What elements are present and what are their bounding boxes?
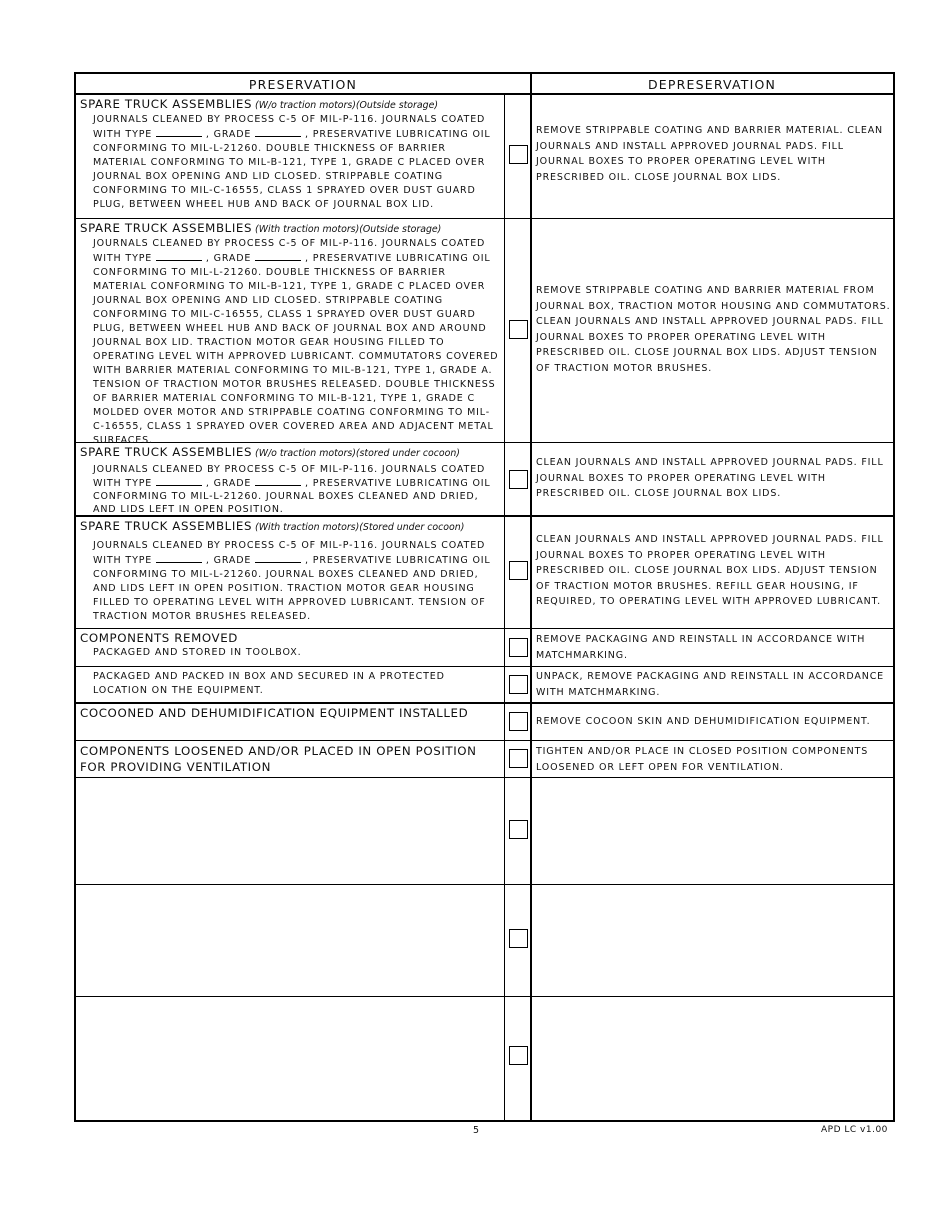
row-checkbox[interactable] [509, 749, 528, 768]
form-version: APD LC v1.00 [821, 1125, 888, 1135]
grade-blank[interactable] [255, 251, 301, 261]
row-body: PACKAGED AND STORED IN TOOLBOX. [93, 647, 302, 658]
row-checkbox[interactable] [509, 929, 528, 948]
table-row [76, 704, 893, 741]
row-checkbox[interactable] [509, 145, 528, 164]
preservation-cell [80, 221, 500, 448]
depreservation-cell: REMOVE COCOON SKIN AND DEHUMIDIFICATION EQUIPMENT. [536, 716, 871, 727]
table-row [76, 667, 893, 704]
row-checkbox[interactable] [509, 820, 528, 839]
table-row [76, 885, 893, 997]
row-title: SPARE TRUCK ASSEMBLIES (W/o traction motors)(Outside storage) [80, 97, 439, 111]
table-row [76, 443, 893, 517]
depreservation-cell: TIGHTEN AND/OR PLACE IN CLOSED POSITION COMPONENTS LOOSENED OR LEFT OPEN FOR VENTILATION. [536, 746, 869, 773]
row-checkbox[interactable] [509, 470, 528, 489]
row-checkbox[interactable] [509, 561, 528, 580]
row-body: JOURNALS CLEANED BY PROCESS C-5 OF MIL-P-116. JOURNALS COATED WITH TYPE , GRADE , PRESERVATIVE LUBRICATING OIL CONFORMING TO MIL-L-21260. DOUBLE THICKNESS OF BARRIER MATERIAL CONFORMING TO MIL-B-121, TYPE 1, GRADE C PLACED OVER JOURNAL BOX OPENING AND LID CLOSED. STRIPPABLE COATING CONFORMING TO MIL-C-16555, CLASS 1 SPRAYED OVER DUST GUARD PLUG, BETWEEN WHEEL HUB AND BACK OF JOURNAL BOX LID. [93, 114, 491, 210]
type-blank[interactable] [156, 553, 202, 563]
row-checkbox[interactable] [509, 712, 528, 731]
grade-blank[interactable] [255, 553, 301, 563]
table-row [76, 95, 893, 219]
row-body: PACKAGED AND PACKED IN BOX AND SECURED IN A PROTECTED LOCATION ON THE EQUIPMENT. [93, 671, 445, 696]
type-blank[interactable] [156, 127, 202, 137]
depreservation-cell: CLEAN JOURNALS AND INSTALL APPROVED JOURNAL PADS. FILL JOURNAL BOXES TO PROPER OPERATING LEVEL WITH PRESCRIBED OIL. CLOSE JOURNAL BOX LIDS. [536, 457, 884, 500]
preservation-cell [80, 97, 500, 212]
row-title: SPARE TRUCK ASSEMBLIES (With traction motors)(Stored under cocoon) [80, 519, 465, 533]
table-row [76, 629, 893, 667]
depreservation-cell: REMOVE PACKAGING AND REINSTALL IN ACCORDANCE WITH MATCHMARKING. [536, 634, 866, 661]
row-body: JOURNALS CLEANED BY PROCESS C-5 OF MIL-P-116. JOURNALS COATED WITH TYPE , GRADE , PRESERVATIVE LUBRICATING OIL CONFORMING TO MIL-L-21260. JOURNAL BOXES CLEANED AND DRIED, AND LIDS LEFT IN OPEN POSITION. TRACTION MOTOR GEAR HOUSING FILLED TO OPERATING LEVEL WITH APPROVED LUBRICANT. TENSION OF TRACTION MOTOR BRUSHES RELEASED. [93, 540, 491, 622]
preservation-cell [80, 445, 500, 516]
row-title: SPARE TRUCK ASSEMBLIES (With traction motors)(Outside storage) [80, 221, 442, 235]
row-checkbox[interactable] [509, 638, 528, 657]
depreservation-cell: UNPACK, REMOVE PACKAGING AND REINSTALL IN ACCORDANCE WITH MATCHMARKING. [536, 671, 885, 698]
row-title: COMPONENTS REMOVED [80, 631, 238, 645]
table-row [76, 741, 893, 778]
preservation-cell [80, 670, 500, 698]
page-number: 5 [473, 1125, 480, 1136]
preservation-cell [80, 743, 500, 775]
depreservation-cell: CLEAN JOURNALS AND INSTALL APPROVED JOURNAL PADS. FILL JOURNAL BOXES TO PROPER OPERATING LEVEL WITH PRESCRIBED OIL. CLOSE JOURNAL BOX LIDS. ADJUST TENSION OF TRACTION MOTOR BRUSHES. REFILL GEAR HOUSING, IF REQUIRED, TO OPERATING LEVEL WITH APPROVED LUBRICANT. [536, 534, 884, 608]
preservation-cell [80, 706, 500, 721]
depreservation-header: DEPRESERVATION [647, 77, 777, 92]
preservation-cell [80, 519, 500, 624]
row-title: COCOONED AND DEHUMIDIFICATION EQUIPMENT INSTALLED [80, 706, 469, 720]
preservation-header: PRESERVATION [248, 77, 358, 92]
table-row [76, 517, 893, 629]
row-body: JOURNALS CLEANED BY PROCESS C-5 OF MIL-P-116. JOURNALS COATED WITH TYPE , GRADE , PRESERVATIVE LUBRICATING OIL CONFORMING TO MIL-L-21260. DOUBLE THICKNESS OF BARRIER MATERIAL CONFORMING TO MIL-B-121, TYPE 1, GRADE C PLACED OVER JOURNAL BOX OPENING AND LID CLOSED. STRIPPABLE COATING CONFORMING TO MIL-C-16555, CLASS 1 SPRAYED OVER DUST GUARD PLUG, BETWEEN WHEEL HUB AND BACK OF JOURNAL BOX AND AROUND JOURNAL BOX LID. TRACTION MOTOR GEAR HOUSING FILLED TO OPERATING LEVEL WITH APPROVED LUBRICANT. COMMUTATORS COVERED WITH BARRIER MATERIAL CONFORMING TO MIL-B-121, TYPE 1, GRADE A. TENSION OF TRACTION MOTOR BRUSHES RELEASED. DOUBLE THICKNESS OF BARRIER MATERIAL CONFORMING TO MIL-B-121, TYPE 1, GRADE C MOLDED OVER MOTOR AND STRIPPABLE COATING CONFORMING TO MIL-C-16555, CLASS 1 SPRAYED OVER COVERED AREA AND ADJACENT METAL SURFACES. [93, 238, 499, 446]
grade-blank[interactable] [255, 127, 301, 137]
row-checkbox[interactable] [509, 320, 528, 339]
depreservation-cell: REMOVE STRIPPABLE COATING AND BARRIER MATERIAL. CLEAN JOURNALS AND INSTALL APPROVED JOURNAL PADS. FILL JOURNAL BOXES TO PROPER OPERATING LEVEL WITH PRESCRIBED OIL. CLOSE JOURNAL BOX LIDS. [536, 125, 884, 183]
table-row [76, 778, 893, 885]
preservation-cell [80, 631, 500, 660]
row-title: COMPONENTS LOOSENED AND/OR PLACED IN OPEN POSITION FOR PROVIDING VENTILATION [80, 744, 477, 774]
row-checkbox[interactable] [509, 1046, 528, 1065]
table-row [76, 997, 893, 1120]
grade-blank[interactable] [255, 476, 301, 486]
row-title: SPARE TRUCK ASSEMBLIES (W/o traction motors)(stored under cocoon) [80, 445, 460, 459]
row-checkbox[interactable] [509, 675, 528, 694]
depreservation-cell: REMOVE STRIPPABLE COATING AND BARRIER MATERIAL FROM JOURNAL BOX, TRACTION MOTOR HOUSING AND COMMUTATORS. CLEAN JOURNALS AND INSTALL APPROVED JOURNAL PADS. FILL JOURNAL BOXES TO PROPER OPERATING LEVEL WITH PRESCRIBED OIL. CLOSE JOURNAL BOX LIDS. ADJUST TENSION OF TRACTION MOTOR BRUSHES. [536, 285, 891, 374]
row-body: JOURNALS CLEANED BY PROCESS C-5 OF MIL-P-116. JOURNALS COATED WITH TYPE , GRADE , PRESERVATIVE LUBRICATING OIL CONFORMING TO MIL-L-21260. JOURNAL BOXES CLEANED AND DRIED, AND LIDS LEFT IN OPEN POSITION. [93, 464, 491, 515]
preservation-form [74, 72, 895, 1122]
type-blank[interactable] [156, 251, 202, 261]
table-row [76, 219, 893, 446]
type-blank[interactable] [156, 476, 202, 486]
